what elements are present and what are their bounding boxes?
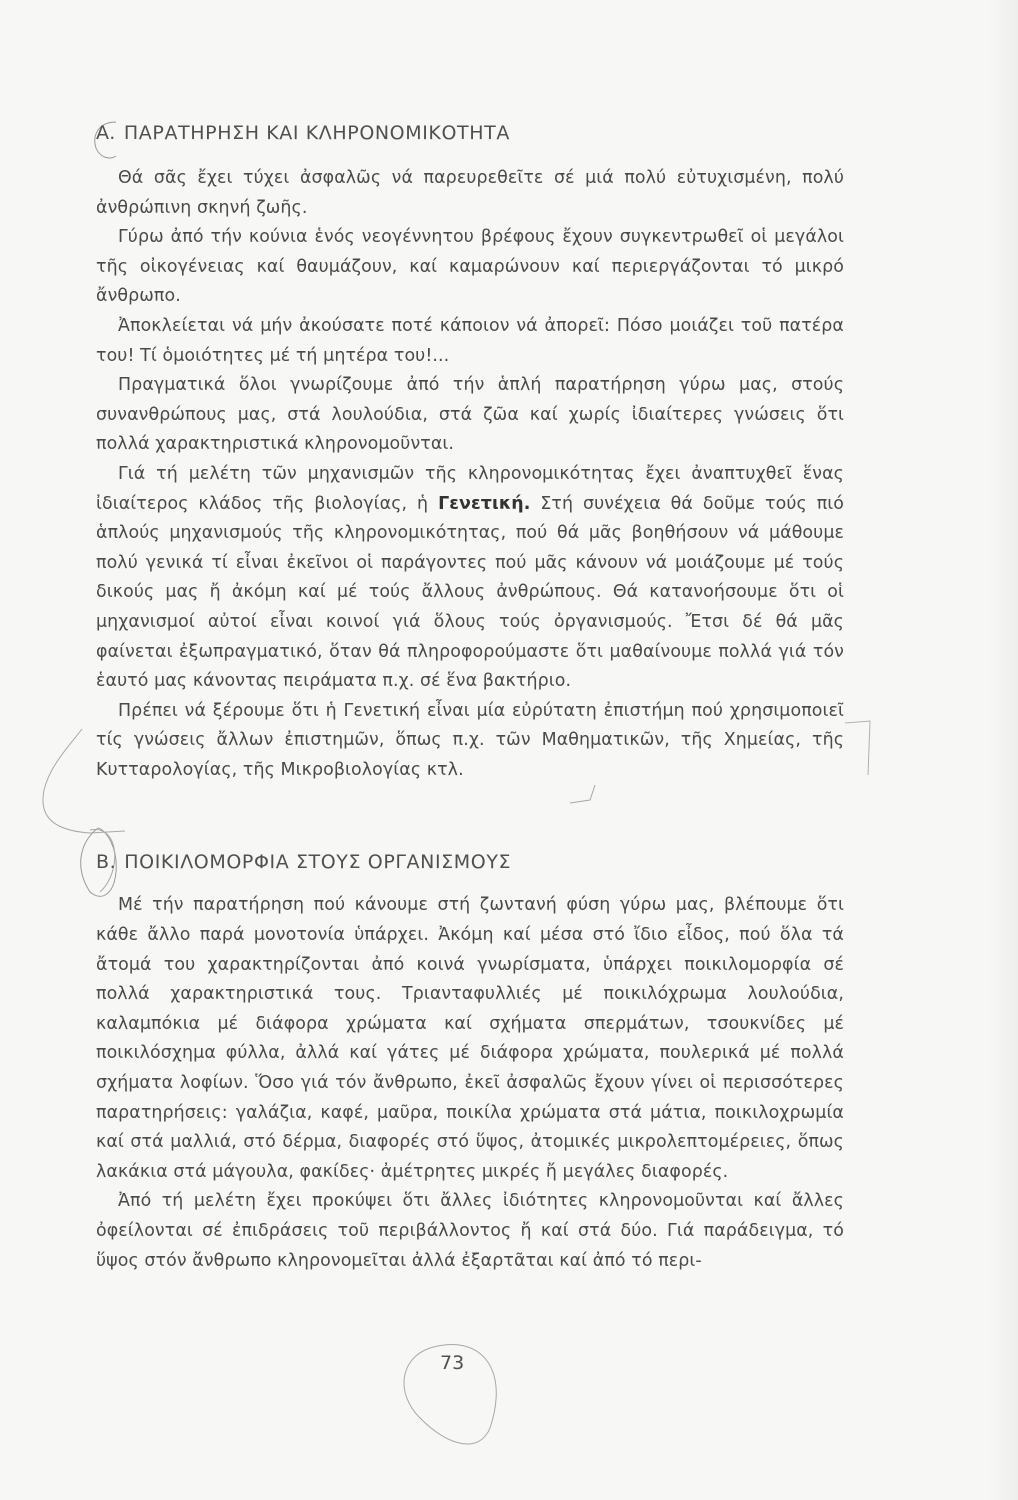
text: Στή συνέχεια θά δοῦμε τούς πιό ἁπλούς μηχανισμούς τῆς κληρονομικότητας, πού θά μᾶς βοηθήσουν νά μάθουμε πολύ γενικά τί εἶναι ἐκεῖνοι οἱ παράγοντες πού μᾶς κάνουν νά μοιάζουμε μέ τούς δικούς μας ἤ ἀκόμη καί μέ τούς ἄλλους ἀνθρώπους. Θά κατανοήσουμε ὅτι οἱ μηχανισμοί αὐτοί εἶναι κοινοί γιά ὅλους τούς ὀργανισμούς. Ἔτσι δέ θά μᾶς φαίνεται ἐξωπραγματικό, ὅταν θά πληροφορούμαστε ὅτι μαθαίνουμε πολλά γιά τόν ἑαυτό μας κάνοντας πειράματα π.χ. σέ ἕνα βακτήριο. bbox=[96, 493, 845, 692]
paragraph: Μέ τήν παρατήρηση πού κάνουμε στή ζωντανή φύση γύρω μας, βλέπουμε ὅτι κάθε ἄλλο παρά μονοτονία ὑπάρχει. Ἀκόμη καί μέσα στό ἴδιο εἶδος, πού ὅλα τά ἄτομά του χαρακτηρίζονται ἀπό κοινά γνωρίσματα, ὑπάρχει ποικιλομορφία σέ πολλά χαρακτηριστικά τους. Τριανταφυλλιές μέ ποικιλόχρωμα λουλούδια, καλαμπόκια μέ διάφορα χρώματα καί σχήματα σπερμάτων, τσουκνίδες μέ ποικιλόσχημα φύλλα, ἀλλά καί γάτες μέ διάφορα χρώματα, πουλερικά μέ πολλά σχήματα λοφίων. Ὅσο γιά τόν ἄνθρωπο, ἐκεῖ ἀσφαλῶς ἔχουν γίνει οἱ περισσότερες παρατηρήσεις: γαλάζια, καφέ, μαῦρα, ποικίλα χρώματα στά μάτια, ποικιλοχρωμία καί στά μαλλιά, στό δέρμα, διαφορές στό ὕψος, ἀτομικές μικρολεπτομέρειες, ὅπως λακάκια στά μάγουλα, φακίδες· ἀμέτρητες μικρές ἤ μεγάλες διαφορές. bbox=[96, 895, 844, 1182]
paragraph: Ἀπό τή μελέτη ἔχει προκύψει ὅτι ἄλλες ἰδιότητες κληρονομοῦνται καί ἄλλες ὀφείλονται σέ ἐπιδράσεις τοῦ περιβάλλοντος ἤ καί στά δύο. Γιά παράδειγμα, τό ὕψος στόν ἄνθρωπο κληρονομεῖται ἀλλά ἐξαρτᾶται καί ἀπό τό περι- bbox=[96, 1191, 844, 1271]
section-a-marker: A. bbox=[96, 122, 116, 144]
text: Γιά τή μελέτη τῶν μηχανισμῶν τῆς κληρονομικότητας ἔχει ἀναπτυχθεῖ ἕνας ἰδιαίτερος κλάδος τῆς βιολογίας, ἡ bbox=[96, 463, 844, 514]
page-number: 73 bbox=[440, 1352, 465, 1374]
section-b-marker: B. bbox=[96, 851, 117, 874]
paragraph: Θά σᾶς ἔχει τύχει ἀσφαλῶς νά παρευρεθεῖτε σέ μιά πολύ εὐτυχισμένη, πολύ ἀνθρώπινη σκηνή ζωῆς. bbox=[96, 168, 844, 218]
page-content bbox=[96, 118, 844, 1276]
page-edge bbox=[988, 0, 1018, 1500]
section-a-body bbox=[96, 164, 844, 785]
section-b-title: ΠΟΙΚΙΛΟΜΟΡΦΙΑ ΣΤΟΥΣ ΟΡΓΑΝΙΣΜΟΥΣ bbox=[124, 851, 512, 874]
section-a-heading bbox=[96, 118, 844, 148]
paragraph: Γύρω ἀπό τήν κούνια ἑνός νεογέννητου βρέφους ἔχουν συγκεντρωθεῖ οἱ μεγάλοι τῆς οἰκογένειας καί θαυμάζουν, καί καμαρώνουν καί περιεργάζονται τό μικρό ἄνθρωπο. bbox=[96, 227, 844, 307]
paragraph: Πρέπει νά ξέρουμε ὅτι ἡ Γενετική εἶναι μία εὐρύτατη ἐπιστήμη πού χρησιμοποιεῖ τίς γνώσεις ἄλλων ἐπιστημῶν, ὅπως π.χ. τῶν Μαθηματικῶν, τῆς Χημείας, τῆς Κυτταρολογίας, τῆς Μικροβιολογίας κτλ. bbox=[96, 700, 844, 780]
genetics-term: Γενετική. bbox=[438, 493, 531, 514]
section-b bbox=[96, 847, 844, 1276]
paragraph: Ἀποκλείεται νά μήν ἀκούσατε ποτέ κάποιον νά ἀπορεῖ: Πόσο μοιάζει τοῦ πατέρα του! Τί ὁμοιότητες μέ τή μητέρα του!... bbox=[96, 315, 844, 366]
paragraph: Πραγματικά ὅλοι γνωρίζουμε ἀπό τήν ἁπλή παρατήρηση γύρω μας, στούς συνανθρώπους μας, στά λουλούδια, στά ζῶα καί χωρίς ἰδιαίτερες γνώσεις ὅτι πολλά χαρακτηριστικά κληρονομοῦνται. bbox=[96, 375, 844, 455]
section-a-title: ΠΑΡΑΤΗΡΗΣΗ ΚΑΙ ΚΛΗΡΟΝΟΜΙΚΟΤΗΤΑ bbox=[123, 122, 510, 144]
genetics-paragraph bbox=[96, 460, 844, 697]
section-b-heading bbox=[96, 847, 844, 877]
section-b-body bbox=[96, 891, 844, 1276]
section-a bbox=[96, 118, 844, 785]
